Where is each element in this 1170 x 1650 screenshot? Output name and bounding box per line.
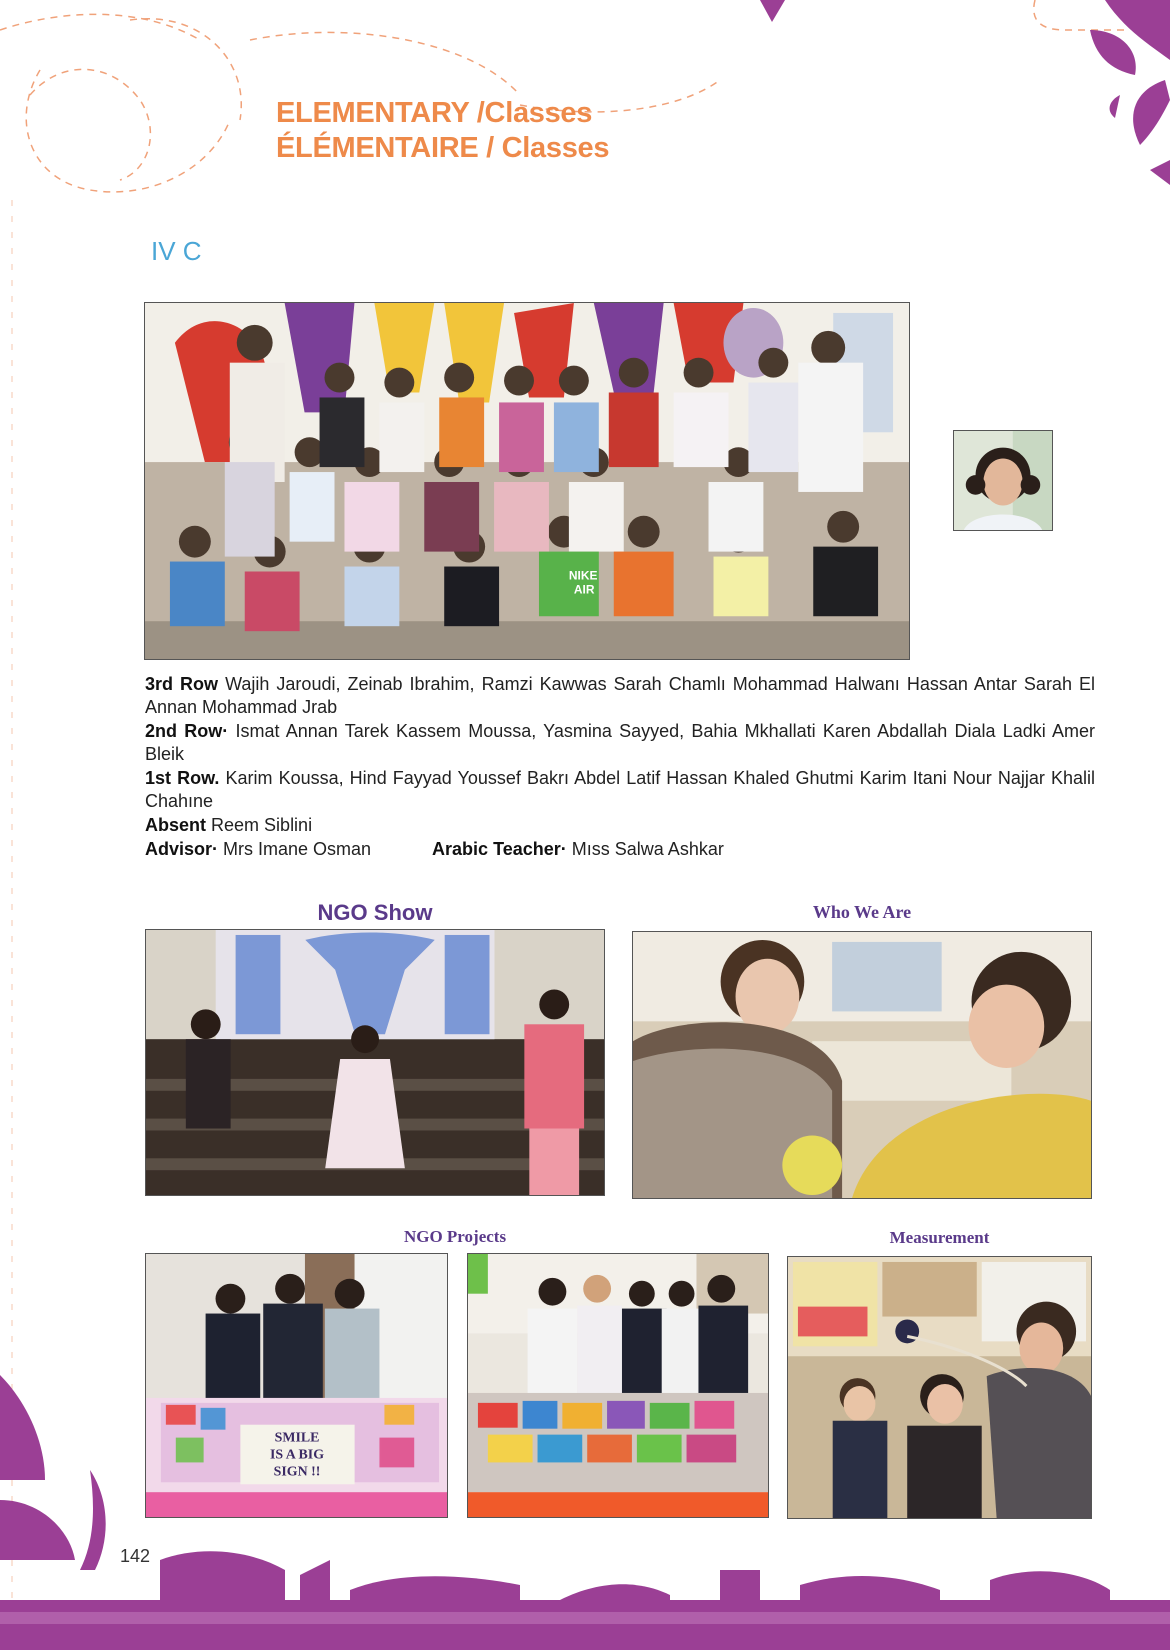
absent-student-portrait bbox=[953, 430, 1053, 531]
third-row-names bbox=[145, 673, 1095, 719]
ngo-show-photo bbox=[145, 929, 605, 1196]
arabic-teacher-name: Mıss Salwa Ashkar bbox=[571, 839, 724, 859]
absent-name: Reem Siblini bbox=[211, 815, 313, 835]
second-row-list: Ismat Annan Tarek Kassem Moussa, Yasmina Sayyed, Bahia Mkhallati Karen Abdallah Diala Ladki Amer Bleik bbox=[145, 721, 1095, 764]
advisor-name: Mrs Imane Osman bbox=[223, 839, 372, 859]
who-we-are-title: Who We Are bbox=[812, 902, 912, 922]
second-row-label: 2nd Row· bbox=[145, 721, 229, 741]
class-name: IV C bbox=[151, 236, 202, 266]
first-row-list: Karim Koussa, Hind Fayyad Youssef Bakrı Abdel Latif Hassan Khaled Ghutmi Karim Itani Nour Najjar Khalil Chahıne bbox=[145, 768, 1095, 811]
advisor-label: Advisor· bbox=[145, 839, 219, 859]
page-number: 142 bbox=[110, 1525, 160, 1595]
third-row-label: 3rd Row bbox=[145, 674, 219, 694]
absent-line bbox=[145, 814, 1095, 837]
first-row-names bbox=[145, 767, 1095, 813]
ngo-show-title: NGO Show bbox=[317, 900, 433, 925]
first-row-label: 1st Row. bbox=[145, 768, 220, 788]
arabic-teacher-label: Arabic Teacher· bbox=[432, 839, 567, 859]
sign-text-line3: SIGN !! bbox=[273, 1464, 321, 1480]
shirt-text-2: AIR bbox=[573, 582, 595, 597]
sign-text-line1: SMILE bbox=[274, 1430, 320, 1446]
staff-line bbox=[145, 838, 1095, 861]
who-we-are-photo bbox=[632, 931, 1092, 1199]
class-group-photo bbox=[144, 302, 910, 660]
class-roster-caption bbox=[145, 673, 1095, 862]
section-title-fr: ÉLÉMENTAIRE / Classes bbox=[276, 132, 610, 164]
shirt-text-1: NIKE bbox=[568, 568, 598, 583]
ngo-projects-title: NGO Projects bbox=[403, 1227, 507, 1246]
ngo-projects-photo-2 bbox=[467, 1253, 769, 1518]
measurement-title: Measurement bbox=[889, 1228, 990, 1247]
measurement-photo bbox=[787, 1256, 1092, 1519]
third-row-list: Wajih Jaroudi, Zeinab Ibrahim, Ramzi Kawwas Sarah Chamlı Mohammad Halwanı Hassan Antar Sarah El Annan Mohammad Jrab bbox=[145, 674, 1095, 717]
second-row-names bbox=[145, 720, 1095, 766]
section-title-en: ELEMENTARY /Classes bbox=[276, 97, 593, 129]
sign-text-line2: IS A BIG bbox=[269, 1447, 325, 1463]
ngo-projects-photo-1 bbox=[145, 1253, 448, 1518]
absent-label: Absent bbox=[145, 815, 207, 835]
